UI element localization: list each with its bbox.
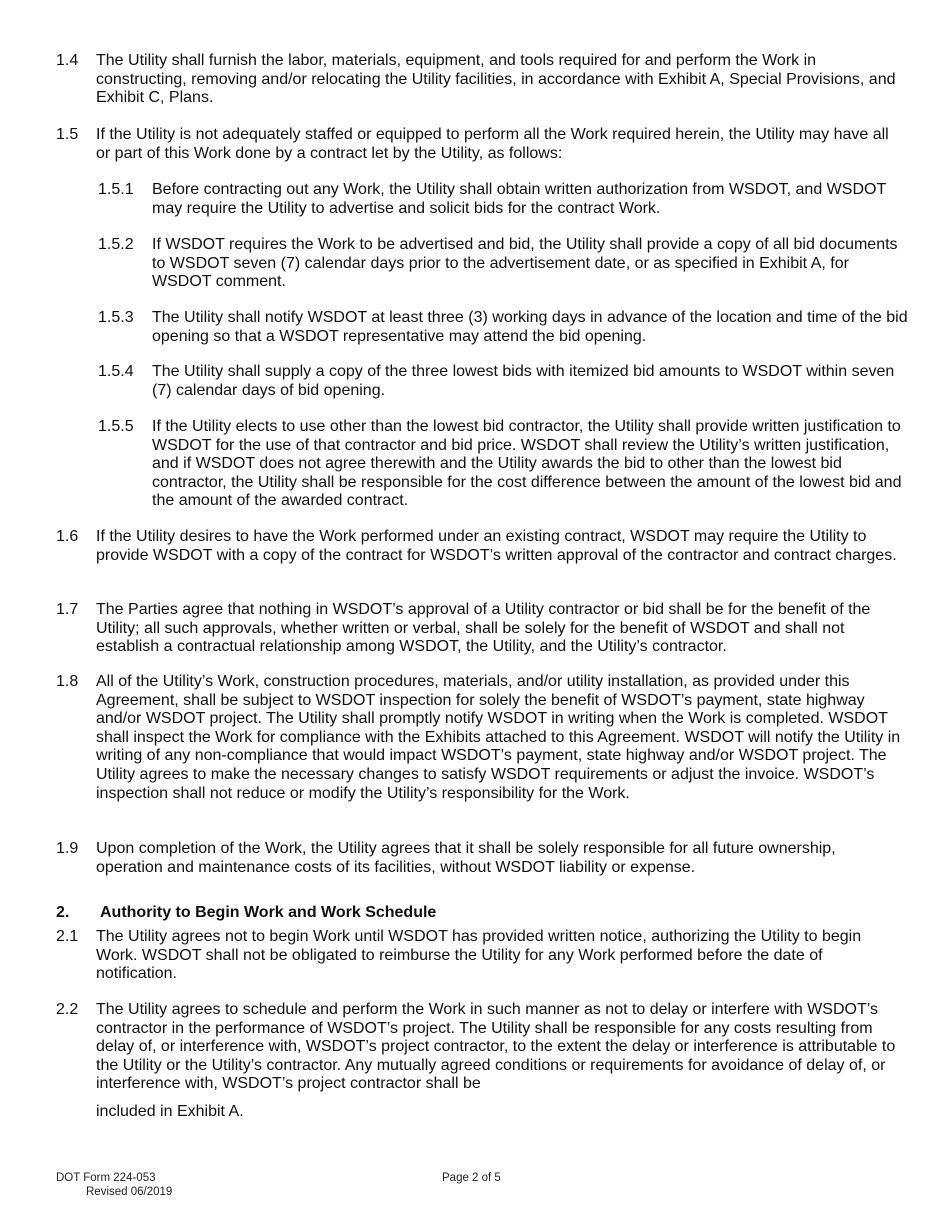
- clause-text: The Parties agree that nothing in WSDOT’s approval of a Utility contractor or bid shall be for the benefit of the Utility; all such approvals, whether written or verbal, shall be solely for the benefit of WSDOT and shall not establish a contractual relationship among WSDOT, the Utility, and the Utility’s contractor.: [96, 601, 871, 656]
- clause-text: The Utility shall notify WSDOT at least three (3) working days in advance of the location and time of the bid opening so that a WSDOT representative may attend the bid opening.: [152, 309, 908, 345]
- clause-text: The Utility shall supply a copy of the three lowest bids with itemized bid amounts to WSDOT within seven (7) calendar days of bid opening.: [152, 363, 895, 399]
- clause-number: 1.5.5: [98, 418, 134, 435]
- section-number: 2.: [56, 904, 70, 921]
- clause-number: 2.2: [56, 1001, 79, 1018]
- clause-2-2-tail: included in Exhibit A.: [96, 1103, 244, 1120]
- footer-form-number: DOT Form 224-053: [56, 1172, 156, 1184]
- clause-number: 1.5.1: [98, 181, 134, 198]
- clause-text: If the Utility elects to use other than the lowest bid contractor, the Utility shall provide written justification to WSDOT for the use of that contractor and bid price. WSDOT shall review the Utility’s written justification, and if WSDOT does not agree therewith and the Utility awards the bid to other than the lowest bid contractor, the Utility shall be responsible for the cost difference between the amount of the lowest bid and the amount of the awarded contract.: [152, 418, 902, 510]
- section-title-text: Authority to Begin Work and Work Schedule: [100, 904, 437, 921]
- clause-number: 1.8: [56, 673, 79, 690]
- footer-revised-date: Revised 06/2019: [86, 1186, 173, 1198]
- clause-number: 1.5.2: [98, 236, 134, 253]
- clause-number: 1.6: [56, 528, 79, 545]
- clause-number: 1.5: [56, 126, 79, 143]
- clause-number: 1.5.3: [98, 309, 134, 326]
- section-heading: [56, 904, 436, 923]
- clause-text: Upon completion of the Work, the Utility agrees that it shall be solely responsible for all future ownership, operation and maintenance costs of its facilities, without WSDOT liability or expense.: [96, 840, 836, 876]
- clause-number: 1.4: [56, 52, 79, 69]
- clause-text: Before contracting out any Work, the Utility shall obtain written authorization from WSDOT, and WSDOT may require the Utility to advertise and solicit bids for the contract Work.: [152, 181, 886, 217]
- clause-text: The Utility agrees not to begin Work until WSDOT has provided written notice, authorizing the Utility to begin Work. WSDOT shall not be obligated to reimburse the Utility for any Work performed before the date of notification.: [96, 928, 862, 983]
- clause-text: All of the Utility’s Work, construction procedures, materials, and/or utility installation, as provided under this Agreement, shall be subject to WSDOT inspection for solely the benefit of WSDOT’s payment, state highway and/or WSDOT project. The Utility shall promptly notify WSDOT in writing when the Work is completed. WSDOT shall inspect the Work for compliance with the Exhibits attached to this Agreement. WSDOT will notify the Utility in writing of any non-compliance that would impact WSDOT’s payment, state highway and/or WSDOT project. The Utility agrees to make the necessary changes to satisfy WSDOT requirements or adjust the invoice. WSDOT’s inspection shall not reduce or modify the Utility’s responsibility for the Work.: [96, 673, 901, 802]
- clause-number: 1.5.4: [98, 363, 134, 380]
- clause-number: 1.9: [56, 840, 79, 857]
- footer-page-number: Page 2 of 5: [442, 1172, 501, 1184]
- clause-text: The Utility agrees to schedule and perform the Work in such manner as not to delay or interfere with WSDOT’s contractor in the performance of WSDOT’s project. The Utility shall be responsible for any costs resulting from delay of, or interference with, WSDOT’s project contractor, to the extent the delay or interference is attributable to the Utility or the Utility’s contractor. Any mutually agreed conditions or requirements for avoidance of delay of, or interference with, WSDOT’s project contractor shall be: [96, 1001, 896, 1093]
- clause-text: If the Utility is not adequately staffed or equipped to perform all the Work required herein, the Utility may have all or part of this Work done by a contract let by the Utility, as follows:: [96, 126, 889, 162]
- clause-number: 2.1: [56, 928, 79, 945]
- clause-text: If the Utility desires to have the Work performed under an existing contract, WSDOT may require the Utility to provide WSDOT with a copy of the contract for WSDOT’s written approval of the contractor and contract charges.: [96, 528, 897, 564]
- clause-number: 1.7: [56, 601, 79, 618]
- clause-text: If WSDOT requires the Work to be advertised and bid, the Utility shall provide a copy of all bid documents to WSDOT seven (7) calendar days prior to the advertisement date, or as specified in Exhibit A, for WSDOT comment.: [152, 236, 898, 291]
- clause-text: The Utility shall furnish the labor, materials, equipment, and tools required for and perform the Work in constructing, removing and/or relocating the Utility facilities, in accordance with Exhibit A, Special Provisions, and Exhibit C, Plans.: [96, 52, 896, 107]
